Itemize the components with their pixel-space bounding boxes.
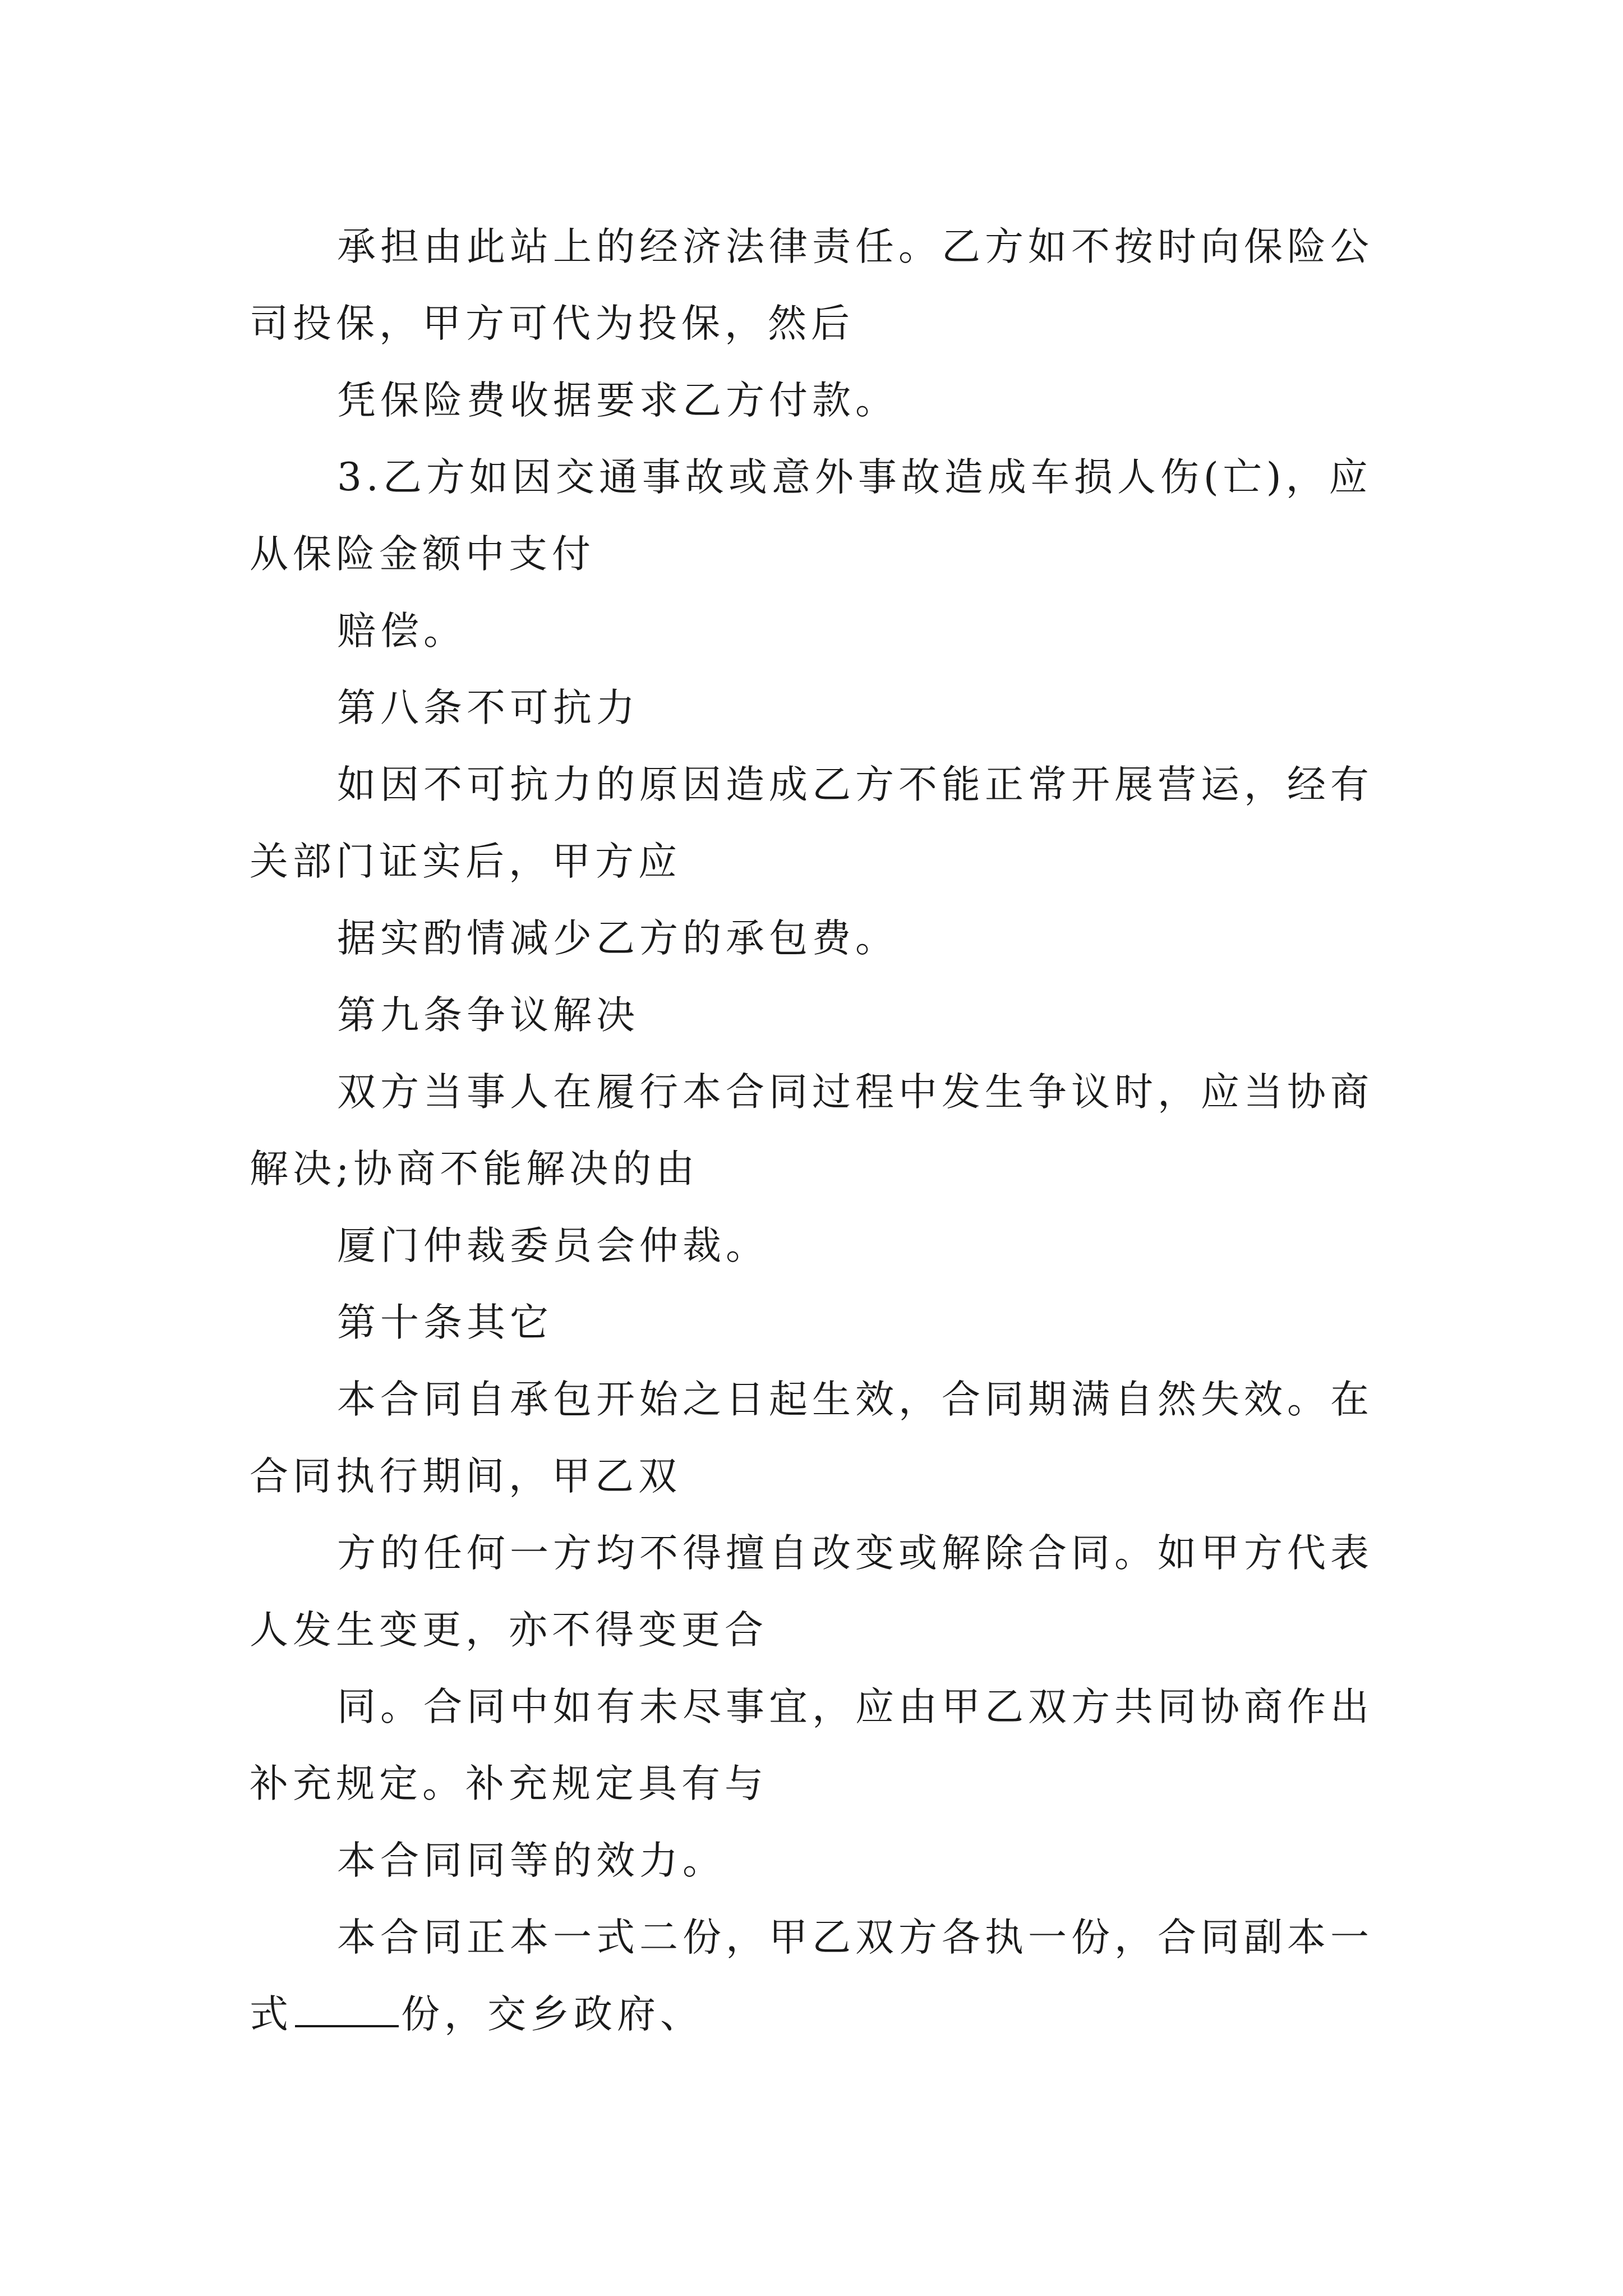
section-heading-10: 第十条其它: [337, 1300, 553, 1345]
text-line: 承担由此站上的经济法律责任。乙方如不按时向保险公: [337, 224, 1373, 269]
text-line-with-blank: [250, 1976, 1388, 2053]
text-line: 双方当事人在履行本合同过程中发生争议时，应当协商: [337, 1070, 1373, 1115]
section-heading-9: 第九条争议解决: [337, 993, 639, 1038]
text-line: 方的任何一方均不得擅自改变或解除合同。如甲方代表: [337, 1531, 1373, 1576]
text-after-blank: 份，交乡政府、: [401, 1992, 703, 2037]
text-line: 解决;协商不能解决的由: [250, 1147, 699, 1191]
text-line: 凭保险费收据要求乙方付款。: [337, 378, 898, 423]
text-line: 本合同同等的效力。: [337, 1838, 726, 1883]
contract-text: [250, 209, 1388, 2053]
fill-in-blank: [295, 1997, 399, 2027]
text-line: 合同执行期间，甲乙双: [250, 1454, 681, 1499]
text-line: 同。合同中如有未尽事宜，应由甲乙双方共同协商作出: [337, 1685, 1373, 1729]
text-line: 关部门证实后，甲方应: [250, 839, 681, 884]
text-line: 据实酌情减少乙方的承包费。: [337, 916, 898, 961]
text-line: 厦门仲裁委员会仲裁。: [337, 1223, 769, 1268]
text-line: 本合同正本一式二份，甲乙双方各执一份，合同副本一: [337, 1915, 1373, 1960]
text-line: 人发生变更，亦不得变更合: [250, 1608, 768, 1653]
text-line: 如因不可抗力的原因造成乙方不能正常开展营运，经有: [337, 762, 1373, 807]
text-line: 补充规定。补充规定具有与: [250, 1761, 768, 1806]
section-heading-8: 第八条不可抗力: [337, 685, 639, 730]
text-line: 3.乙方如因交通事故或意外事故造成车损人伤(亡)，应: [337, 455, 1372, 500]
text-line: 赔偿。: [337, 609, 467, 654]
text-line: 本合同自承包开始之日起生效，合同期满自然失效。在: [337, 1377, 1373, 1422]
text-line: 从保险金额中支付: [250, 532, 595, 577]
text-line: 司投保，甲方可代为投保，然后: [250, 301, 854, 346]
text-before-blank: 式: [250, 1992, 293, 2037]
